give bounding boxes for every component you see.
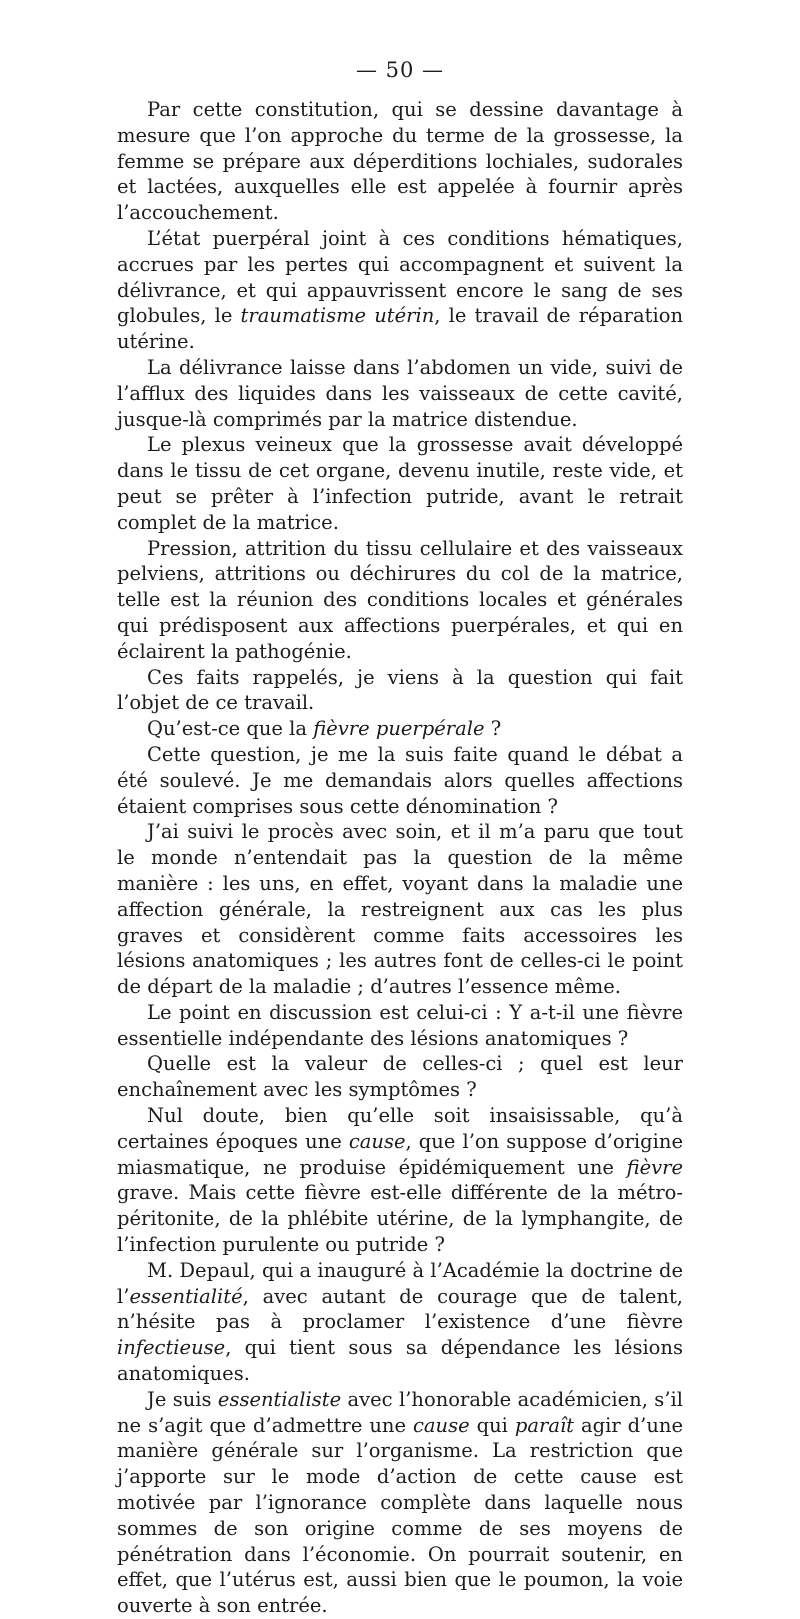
text-run: Cette question, je me la suis faite quand le débat a été soulevé. Je me demandais alors quelles affections étaient comprises sous cette dénomination ? (117, 742, 683, 818)
paragraph (117, 742, 683, 819)
italic-text: fièvre puerpérale (313, 717, 485, 741)
italic-text: fièvre (626, 1155, 683, 1179)
paragraph (117, 819, 683, 1000)
paragraph (117, 1000, 683, 1052)
text-run: Qu’est-ce que la (147, 717, 314, 741)
text-run: ? (484, 717, 502, 741)
paragraph (117, 226, 683, 355)
text-run: , avec autant de courage que de talent, n’hésite pas à proclamer l’existence d’une fièvre (117, 1284, 683, 1334)
text-run: Par cette constitution, qui se dessine davantage à mesure que l’on approche du terme de la grossesse, la femme se prépare aux déperditions lochiales, sudorales et lactées, auxquelles elle est appelée à fournir après l’accouchement. (117, 98, 683, 225)
paragraph (117, 716, 683, 742)
paragraph (117, 432, 683, 535)
italic-text: cause (412, 1413, 470, 1437)
text-run: M. Depaul, qui a inauguré à l’Académie la doctrine de l’ (117, 1258, 683, 1308)
text-run: Pression, attrition du tissu cellulaire et des vaisseaux pelviens, attritions ou déchirures du col de la matrice, telle est la réunion des conditions locales et générales qui prédisposent aux affections puerpérales, et qui en éclairent la pathogénie. (117, 536, 683, 663)
italic-text: cause (348, 1129, 406, 1153)
text-run: La délivrance laisse dans l’abdomen un vide, suivi de l’afflux des liquides dans les vaisseaux de cette cavité, jusque-là comprimés par la matrice distendue. (117, 355, 683, 431)
text-run: grave. Mais cette fièvre est-elle différente de la métro-péritonite, de la phlébite utérine, de la lymphangite, de l’infection purulente ou putride ? (117, 1181, 683, 1257)
text-run: Nul doute, bien qu’elle soit insaisissable, qu’à certaines époques une (117, 1104, 683, 1153)
text-run: Le plexus veineux que la grossesse avait développé dans le tissu de cet organe, devenu inutile, reste vide, et peut se prêter à l’infection putride, avant le retrait complet de la matrice. (117, 433, 683, 534)
text-run: L’état puerpéral joint à ces conditions hématiques, accrues par les pertes qui accompagnent et suivent la délivrance, et qui appauvrissent encore le sang de ses globules, le (117, 226, 683, 328)
text-run: avec l’honorable académicien, s’il ne s’agit que d’admettre une (117, 1387, 683, 1437)
text-run: J’ai suivi le procès avec soin, et il m’a paru que tout le monde n’entendait pas la question de la même manière : les uns, en effet, voyant dans la maladie une affection générale, la restreignent aux cas les plus graves et considèrent comme faits accessoires les lésions anatomiques ; les autres font de celles-ci le point de départ de la maladie ; d’autres l’essence même. (117, 820, 683, 999)
text-run: Le point en discussion est celui-ci : Y a-t-il une fièvre essentielle indépendante des lésions anatomiques ? (117, 1000, 683, 1050)
text-run: , qui tient sous sa dépendance les lésions anatomiques. (117, 1336, 683, 1386)
text-run: Je suis (147, 1387, 218, 1411)
italic-text: essentialiste (217, 1387, 342, 1411)
text-run: agir d’une manière générale sur l’organisme. La restriction que j’apporte sur le mode d’action de cette cause est motivée par l’ignorance complète dans laquelle nous sommes de son origine comme de ses moyens de pénétration dans l’économie. On pourrait soutenir, en effet, que l’utérus est, aussi bien que le poumon, la voie ouverte à son entrée. (117, 1413, 683, 1618)
italic-text: essentialité (129, 1284, 243, 1308)
text-run: Ces faits rappelés, je viens à la question qui fait l’objet de ce travail. (117, 665, 683, 715)
text-run: Quelle est la valeur de celles-ci ; quel est leur enchaînement avec les symptômes ? (117, 1052, 683, 1102)
text-run: qui (469, 1413, 515, 1437)
text-run: , le travail de réparation utérine. (117, 304, 683, 354)
paragraph (117, 665, 683, 717)
body-text (117, 97, 683, 1619)
paragraph (117, 1258, 683, 1387)
paragraph (117, 97, 683, 226)
paragraph (117, 1387, 683, 1619)
italic-text: infectieuse (117, 1336, 226, 1360)
paragraph (117, 1103, 683, 1258)
paragraph (117, 355, 683, 432)
page-number: — 50 — (355, 58, 445, 82)
paragraph (117, 536, 683, 665)
text-run: , que l’on suppose d’origine miasmatique, ne produise épidémiquement une (117, 1129, 683, 1179)
italic-text: traumatisme utérin (240, 304, 435, 328)
paragraph (117, 1051, 683, 1103)
italic-text: paraît (514, 1413, 575, 1437)
